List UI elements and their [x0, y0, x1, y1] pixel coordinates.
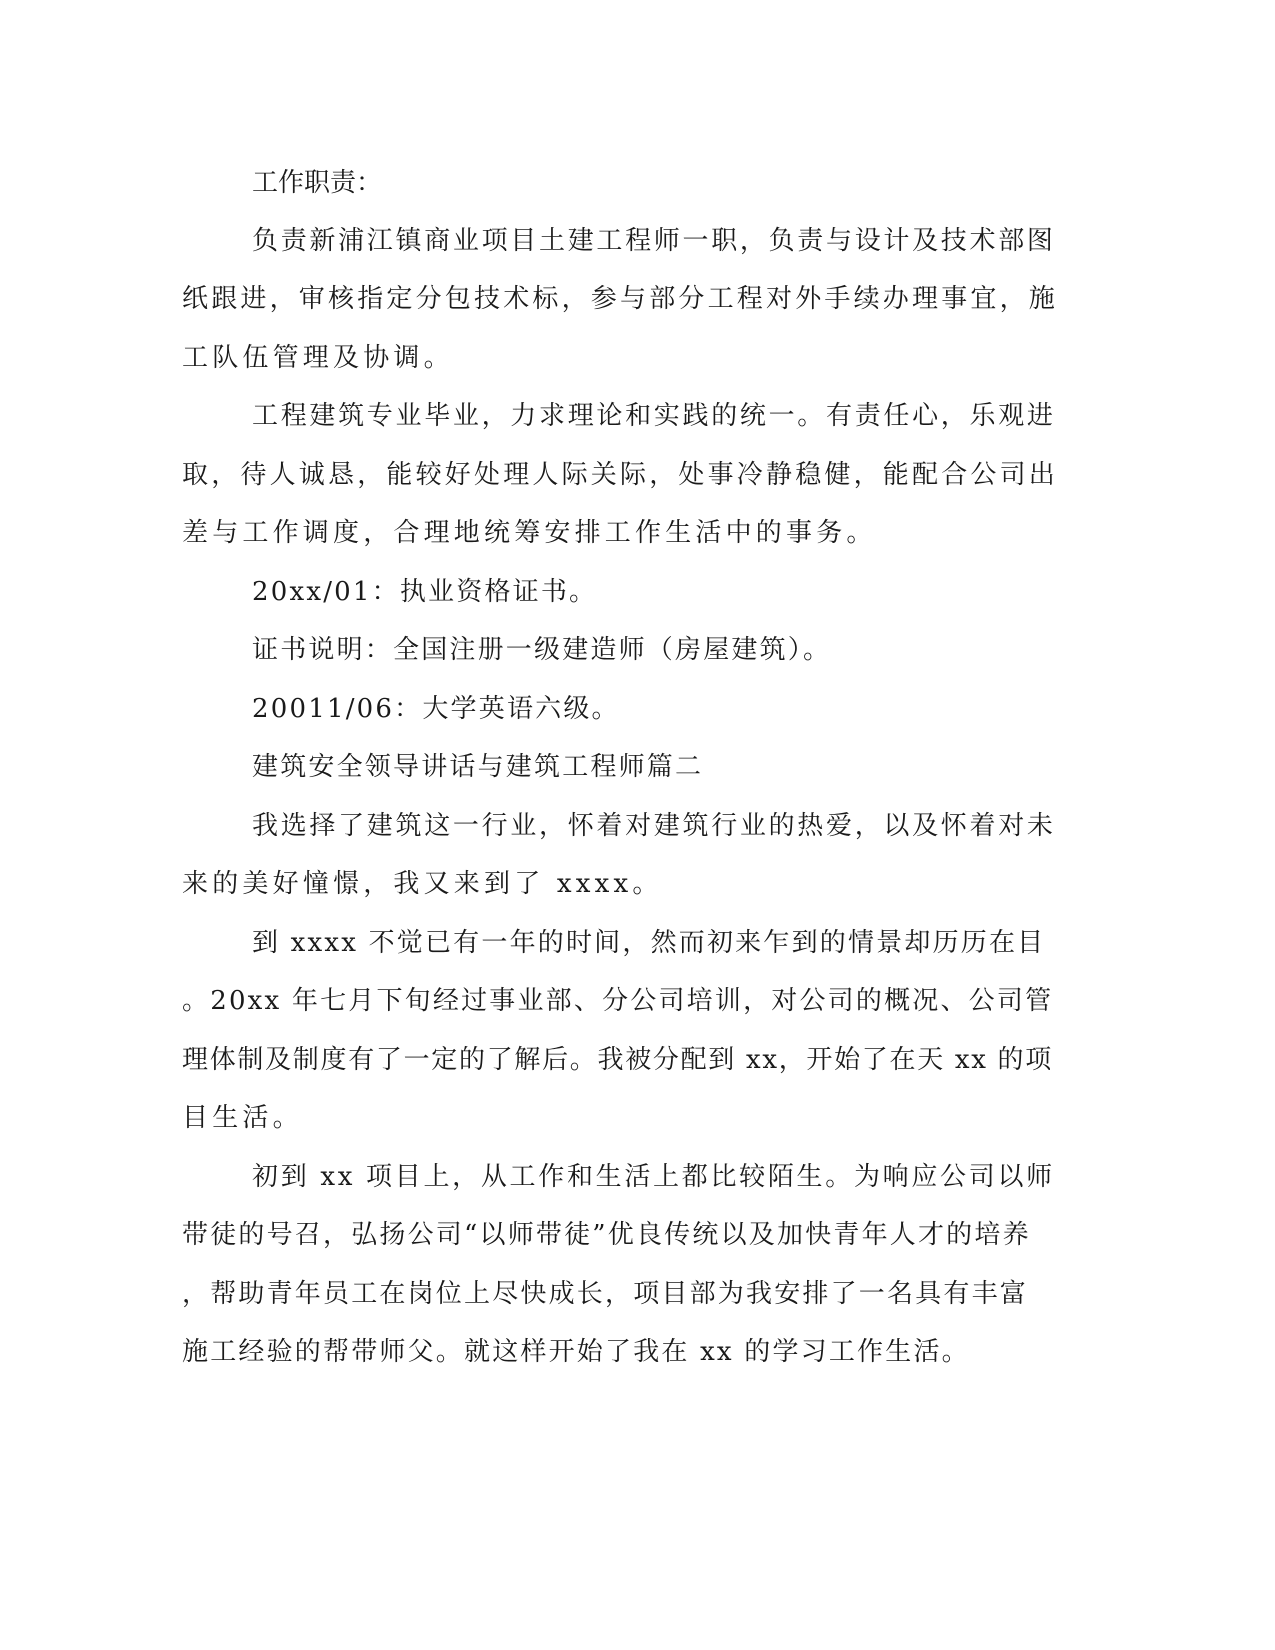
text-line: 带徒的号召，弘扬公司“以师带徒”优良传统以及加快青年人才的培养	[182, 1220, 1031, 1250]
text-line: 初到 xx 项目上，从工作和生活上都比较陌生。为响应公司以师	[252, 1162, 1055, 1192]
section-title: 建筑安全领导讲话与建筑工程师篇二	[252, 752, 704, 782]
text-line: 差与工作调度，合理地统筹安排工作生活中的事务。	[182, 518, 877, 548]
text-line: 来的美好憧憬，我又来到了 xxxx。	[182, 869, 663, 899]
text-line: 。20xx 年七月下旬经过事业部、分公司培训，对公司的概况、公司管	[182, 986, 1054, 1016]
text-line: 纸跟进，审核指定分包技术标，参与部分工程对外手续办理事宜，施	[182, 284, 1059, 314]
text-line: 20011/06：大学英语六级。	[252, 694, 620, 724]
text-line: 负责新浦江镇商业项目土建工程师一职，负责与设计及技术部图	[252, 226, 1056, 256]
text-line: 工程建筑专业毕业，力求理论和实践的统一。有责任心，乐观进	[252, 401, 1056, 431]
text-line: 工队伍管理及协调。	[182, 343, 454, 373]
text-line: 我选择了建筑这一行业，怀着对建筑行业的热爱，以及怀着对未	[252, 811, 1056, 841]
text-line: 工作职责：	[252, 168, 383, 198]
text-line: 到 xxxx 不觉已有一年的时间，然而初来乍到的情景却历历在目	[252, 928, 1046, 958]
text-line: 取，待人诚恳，能较好处理人际关际，处事冷静稳健，能配合公司出	[182, 460, 1059, 490]
text-line: 20xx/01：执业资格证书。	[252, 577, 598, 607]
text-line: 目生活。	[182, 1103, 303, 1133]
text-line: 证书说明：全国注册一级建造师（房屋建筑）。	[252, 635, 832, 665]
text-line: 施工经验的帮带师父。就这样开始了我在 xx 的学习工作生活。	[182, 1337, 970, 1367]
text-line: ，帮助青年员工在岗位上尽快成长，项目部为我安排了一名具有丰富	[182, 1279, 1029, 1309]
text-line: 理体制及制度有了一定的了解后。我被分配到 xx，开始了在天 xx 的项	[182, 1045, 1053, 1075]
